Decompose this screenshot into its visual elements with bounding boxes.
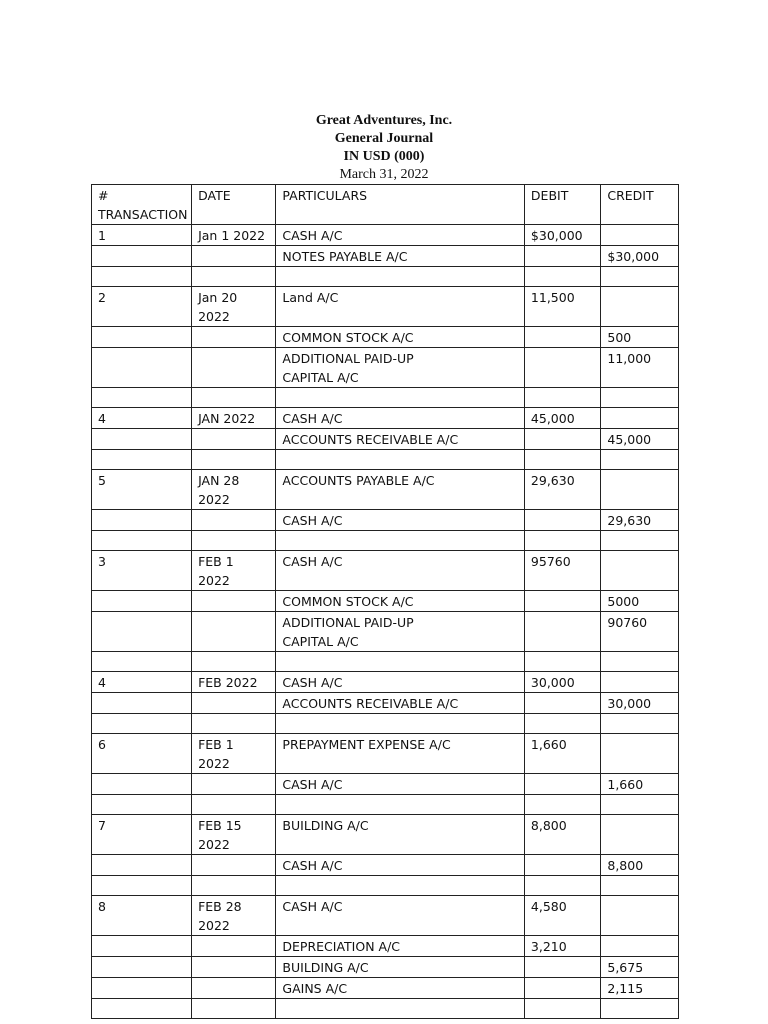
table-row [92,693,679,714]
cell-credit [601,531,679,551]
cell-debit [524,246,600,267]
cell-debit: 30,000 [524,672,600,693]
cell-transaction: 2 [92,287,192,327]
cell-date: FEB 1 2022 [192,551,276,591]
cell-date [192,267,276,287]
table-row [92,855,679,876]
cell-particulars [276,531,525,551]
cell-particulars: CASH A/C [276,408,525,429]
header-credit: CREDIT [601,185,679,225]
currency-label: IN USD (000) [343,149,425,164]
cell-transaction [92,714,192,734]
cell-transaction [92,999,192,1019]
cell-date [192,978,276,999]
cell-particulars [276,714,525,734]
cell-particulars: CASH A/C [276,672,525,693]
cell-date [192,348,276,388]
cell-credit [601,815,679,855]
header-date: DATE [192,185,276,225]
cell-particulars [276,795,525,815]
cell-date [192,450,276,470]
cell-debit [524,774,600,795]
cell-debit [524,510,600,531]
cell-credit [601,408,679,429]
cell-debit [524,978,600,999]
cell-particulars: BUILDING A/C [276,957,525,978]
table-header-row [92,185,679,225]
cell-debit [524,327,600,348]
cell-debit [524,999,600,1019]
cell-date [192,957,276,978]
cell-debit [524,876,600,896]
cell-credit [601,450,679,470]
table-row [92,936,679,957]
cell-transaction [92,774,192,795]
table-row [92,714,679,734]
cell-date [192,327,276,348]
cell-debit [524,388,600,408]
cell-particulars [276,876,525,896]
table-row [92,957,679,978]
cell-transaction [92,693,192,714]
cell-transaction [92,795,192,815]
cell-debit: 95760 [524,551,600,591]
cell-debit: 4,580 [524,896,600,936]
cell-debit: 11,500 [524,287,600,327]
cell-particulars [276,999,525,1019]
table-row [92,246,679,267]
table-row [92,287,679,327]
cell-debit: 3,210 [524,936,600,957]
cell-particulars: CASH A/C [276,896,525,936]
cell-credit [601,225,679,246]
cell-debit [524,531,600,551]
cell-debit: $30,000 [524,225,600,246]
cell-credit: 11,000 [601,348,679,388]
cell-transaction [92,348,192,388]
cell-date [192,612,276,652]
cell-transaction [92,327,192,348]
cell-date [192,999,276,1019]
cell-credit [601,795,679,815]
cell-particulars: CASH A/C [276,225,525,246]
table-row [92,672,679,693]
cell-credit: 8,800 [601,855,679,876]
cell-date [192,510,276,531]
cell-date [192,246,276,267]
table-row [92,978,679,999]
table-row [92,510,679,531]
cell-date: Jan 20 2022 [192,287,276,327]
table-row [92,876,679,896]
cell-credit: 45,000 [601,429,679,450]
cell-credit [601,470,679,510]
journal-date: March 31, 2022 [339,167,429,182]
cell-transaction: 4 [92,408,192,429]
cell-particulars: Land A/C [276,287,525,327]
cell-particulars: ACCOUNTS PAYABLE A/C [276,470,525,510]
cell-date [192,855,276,876]
cell-particulars: DEPRECIATION A/C [276,936,525,957]
table-row [92,388,679,408]
cell-transaction [92,936,192,957]
cell-date: FEB 2022 [192,672,276,693]
cell-credit [601,734,679,774]
cell-debit [524,795,600,815]
cell-credit: 1,660 [601,774,679,795]
cell-particulars: PREPAYMENT EXPENSE A/C [276,734,525,774]
cell-credit: 29,630 [601,510,679,531]
journal-table [91,184,679,1019]
cell-credit [601,388,679,408]
cell-transaction: 1 [92,225,192,246]
cell-transaction [92,591,192,612]
cell-credit: 500 [601,327,679,348]
cell-date [192,714,276,734]
cell-credit [601,999,679,1019]
journal-title: General Journal [334,131,434,146]
cell-particulars: ADDITIONAL PAID-UP CAPITAL A/C [276,348,525,388]
cell-credit [601,714,679,734]
cell-credit: 5,675 [601,957,679,978]
cell-date: Jan 1 2022 [192,225,276,246]
cell-transaction [92,246,192,267]
cell-transaction [92,267,192,287]
cell-transaction [92,429,192,450]
cell-date [192,936,276,957]
cell-debit [524,693,600,714]
cell-debit [524,348,600,388]
cell-transaction: 3 [92,551,192,591]
cell-transaction: 4 [92,672,192,693]
cell-credit: $30,000 [601,246,679,267]
cell-particulars [276,652,525,672]
table-row [92,896,679,936]
cell-transaction [92,978,192,999]
cell-date [192,652,276,672]
cell-credit [601,652,679,672]
cell-particulars: CASH A/C [276,551,525,591]
cell-particulars: GAINS A/C [276,978,525,999]
cell-particulars: COMMON STOCK A/C [276,591,525,612]
cell-credit [601,936,679,957]
table-row [92,408,679,429]
table-row [92,429,679,450]
cell-debit: 45,000 [524,408,600,429]
header-debit: DEBIT [524,185,600,225]
table-row [92,470,679,510]
journal-header [0,112,768,184]
cell-debit: 1,660 [524,734,600,774]
cell-credit [601,896,679,936]
cell-date: FEB 28 2022 [192,896,276,936]
table-row [92,815,679,855]
cell-credit [601,672,679,693]
cell-date [192,591,276,612]
table-row [92,612,679,652]
cell-transaction [92,612,192,652]
cell-debit [524,855,600,876]
table-row [92,267,679,287]
cell-credit: 2,115 [601,978,679,999]
cell-debit: 29,630 [524,470,600,510]
table-row [92,531,679,551]
cell-date [192,388,276,408]
cell-transaction [92,510,192,531]
cell-debit [524,450,600,470]
cell-date: FEB 15 2022 [192,815,276,855]
cell-date [192,693,276,714]
cell-debit [524,714,600,734]
cell-particulars [276,267,525,287]
cell-transaction [92,957,192,978]
cell-particulars: CASH A/C [276,510,525,531]
table-row [92,551,679,591]
table-row [92,774,679,795]
cell-particulars: ADDITIONAL PAID-UP CAPITAL A/C [276,612,525,652]
cell-date [192,774,276,795]
cell-date: JAN 2022 [192,408,276,429]
cell-date [192,429,276,450]
cell-debit [524,591,600,612]
cell-debit [524,429,600,450]
header-transaction: # TRANSACTION [92,185,192,225]
cell-transaction [92,876,192,896]
cell-date [192,795,276,815]
table-row [92,327,679,348]
cell-date [192,531,276,551]
cell-particulars [276,388,525,408]
cell-credit: 5000 [601,591,679,612]
cell-particulars: ACCOUNTS RECEIVABLE A/C [276,429,525,450]
cell-particulars [276,450,525,470]
cell-debit [524,267,600,287]
cell-transaction [92,652,192,672]
cell-date: FEB 1 2022 [192,734,276,774]
cell-transaction [92,531,192,551]
cell-credit [601,287,679,327]
cell-debit [524,652,600,672]
cell-credit: 90760 [601,612,679,652]
cell-credit: 30,000 [601,693,679,714]
cell-particulars: CASH A/C [276,855,525,876]
cell-credit [601,876,679,896]
cell-transaction [92,855,192,876]
cell-transaction [92,388,192,408]
cell-particulars: COMMON STOCK A/C [276,327,525,348]
cell-debit [524,612,600,652]
table-row [92,450,679,470]
cell-date: JAN 28 2022 [192,470,276,510]
table-row [92,795,679,815]
cell-particulars: NOTES PAYABLE A/C [276,246,525,267]
cell-transaction [92,450,192,470]
table-row [92,734,679,774]
cell-transaction: 5 [92,470,192,510]
table-row [92,999,679,1019]
cell-particulars: ACCOUNTS RECEIVABLE A/C [276,693,525,714]
table-row [92,348,679,388]
cell-particulars: CASH A/C [276,774,525,795]
cell-transaction: 8 [92,896,192,936]
table-row [92,652,679,672]
company-name: Great Adventures, Inc. [315,113,453,128]
cell-transaction: 6 [92,734,192,774]
cell-transaction: 7 [92,815,192,855]
cell-credit [601,267,679,287]
cell-particulars: BUILDING A/C [276,815,525,855]
cell-debit [524,957,600,978]
table-row [92,591,679,612]
header-particulars: PARTICULARS [276,185,525,225]
table-row [92,225,679,246]
cell-credit [601,551,679,591]
cell-date [192,876,276,896]
cell-debit: 8,800 [524,815,600,855]
